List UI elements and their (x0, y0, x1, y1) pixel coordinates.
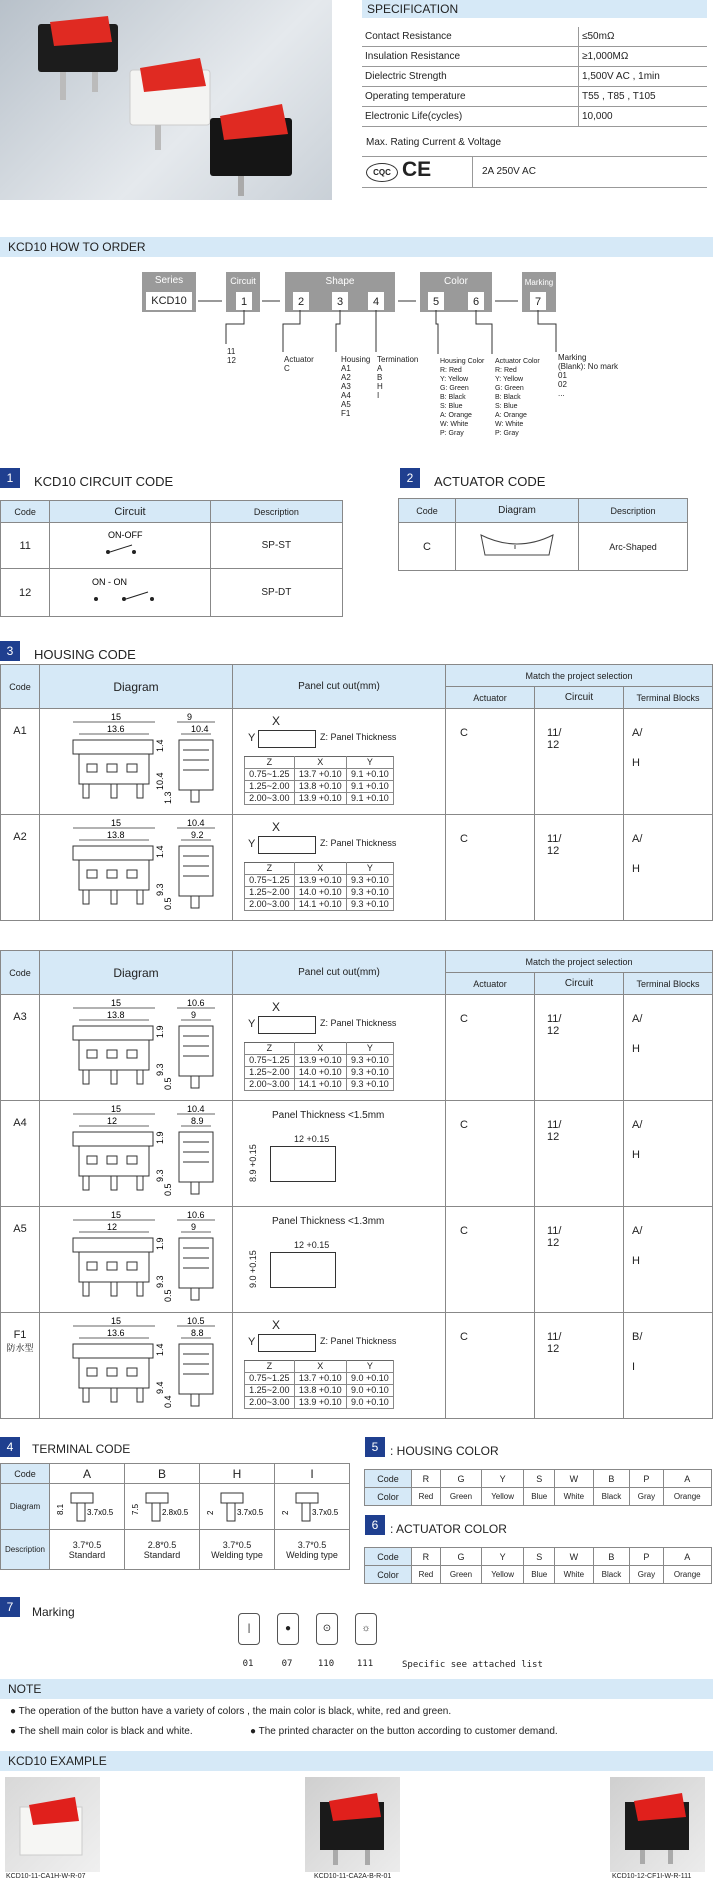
svg-text:13.6: 13.6 (107, 1328, 125, 1338)
color-name: Orange (663, 1488, 712, 1506)
color-name: White (555, 1488, 593, 1506)
color-code: G (440, 1470, 481, 1488)
color-code: R (412, 1470, 441, 1488)
svg-text:9.4: 9.4 (155, 1381, 165, 1394)
actuator-color-codes: Actuator Color R: Red Y: Yellow G: Green B: Black S: Blue A: Orange W: White P: Gray (495, 358, 540, 437)
ce-logo: CE (402, 158, 432, 181)
table-row: 11 ON-OFF SP-ST (1, 523, 343, 569)
color-code: W (555, 1548, 593, 1566)
svg-text:13.8: 13.8 (107, 1010, 125, 1020)
housing-codes: Housing A1 A2 A3 A4 A5 F1 (341, 355, 371, 418)
list-item: 01 (558, 371, 567, 380)
svg-text:8.8: 8.8 (191, 1328, 204, 1338)
spec-row (362, 87, 707, 107)
svg-text:8.1: 8.1 (56, 1503, 65, 1515)
spec-value: 1,500V AC , 1min (579, 67, 708, 87)
color-name: Gray (630, 1488, 663, 1506)
svg-text:3.7x0.5: 3.7x0.5 (237, 1508, 264, 1517)
example-switch-white (5, 1777, 100, 1872)
color-code: W (555, 1470, 593, 1488)
color-name: Yellow (482, 1566, 524, 1584)
marking-code-label: 01 (242, 1659, 254, 1669)
table-row: A5 15 12 1.9 9.3 10.6 9 0.5 Panel Thickness <1.3mm 12 +0.15 9.0 +0.15 C 11/ 12 A/ H (1, 1207, 713, 1313)
color-name: Green (440, 1488, 481, 1506)
svg-text:1.4: 1.4 (155, 739, 165, 752)
product-photo (0, 0, 332, 200)
section-number-4: 4 (0, 1437, 20, 1457)
color-code-label: Code (365, 1548, 412, 1566)
svg-text:0.5: 0.5 (163, 897, 173, 910)
svg-text:0.5: 0.5 (163, 1183, 173, 1196)
table-row: A4 15 12 1.9 9.3 10.4 8.9 0.5 Panel Thickness <1.5mm 12 +0.15 8.9 +0.15 C 11/ 12 A/ H (1, 1101, 713, 1207)
marking-code-label: 111 (356, 1659, 374, 1669)
spec-label: Dielectric Strength (362, 67, 579, 87)
housing-dimension-drawing (51, 1102, 221, 1202)
terminal-shape-drawing (126, 1485, 198, 1525)
note-header: NOTE (0, 1679, 713, 1699)
svg-text:9: 9 (187, 712, 193, 722)
svg-text:12: 12 (107, 1116, 118, 1126)
svg-text:3.7x0.5: 3.7x0.5 (312, 1508, 339, 1517)
rating-value: 2A 250V AC (482, 166, 536, 177)
example-switch-black-2 (610, 1777, 705, 1872)
marking-label: Marking (524, 278, 554, 287)
actuator-color-title: : ACTUATOR COLOR (390, 1522, 507, 1536)
svg-text:3.7x0.5: 3.7x0.5 (87, 1508, 114, 1517)
section-number-5: 5 (365, 1437, 385, 1457)
cqc-logo: CQC (366, 163, 398, 182)
svg-text:10.5: 10.5 (187, 1316, 205, 1326)
list-item: P: Gray (495, 430, 519, 437)
color-code: P (630, 1548, 663, 1566)
svg-text:1.9: 1.9 (155, 1025, 165, 1038)
list-item: R: Red (440, 367, 462, 374)
svg-text:2: 2 (206, 1510, 215, 1515)
svg-text:9.2: 9.2 (191, 830, 204, 840)
list-item: G: Green (440, 385, 469, 392)
shape-label: Shape (325, 276, 355, 287)
terminal-shape-drawing (276, 1485, 348, 1525)
list-item: Y: Yellow (440, 376, 469, 383)
order-code-digit: 1 (240, 296, 248, 308)
color-name: Black (593, 1488, 630, 1506)
svg-text:10.6: 10.6 (187, 998, 205, 1008)
color-code: P (630, 1470, 663, 1488)
list-item: H (377, 382, 383, 391)
housing-code-title: HOUSING CODE (34, 647, 136, 662)
list-item: B: Black (495, 394, 521, 401)
list-item: A: Orange (440, 412, 472, 419)
housing-dimension-drawing (51, 710, 221, 810)
table-row: 12 ON - ON SP-DT (1, 569, 343, 617)
termination-codes: Termination A B H I (377, 355, 419, 400)
list-item: W: White (440, 421, 469, 428)
spec-value: 10,000 (579, 107, 708, 127)
order-code-digit: 5 (432, 296, 440, 308)
example-header: KCD10 EXAMPLE (0, 1751, 713, 1771)
example-label-1: KCD10-11-CA1H-W-R-07 (6, 1873, 86, 1880)
color-name: Gray (630, 1566, 663, 1584)
list-item: W: White (495, 421, 524, 428)
list-item: I (377, 391, 380, 400)
svg-text:0.5: 0.5 (163, 1077, 173, 1090)
svg-text:0.5: 0.5 (163, 1289, 173, 1302)
terminal-shape-drawing (51, 1485, 123, 1525)
section-number-1: 1 (0, 468, 20, 488)
list-item: Y: Yellow (495, 376, 524, 383)
svg-text:10.4: 10.4 (155, 772, 165, 790)
example-label-2: KCD10-11-CA2A-B-R-01 (314, 1873, 392, 1880)
circuit-label: Circuit (230, 276, 256, 286)
table-row: A3 15 13.8 1.9 9.3 10.6 9 0.5 X Y Z: Panel Thickness Z X Y 0.75~1.25 13.9 +0.10 9.3 +0.10 1.25~2.00 14.0 +0.10 9.3 +0.10 2.00~3.00 14.1 +0.10 9.3 +0.10 C 11/ 12 A/ H (1, 995, 713, 1101)
housing-dimension-drawing (51, 816, 221, 916)
svg-text:9.3: 9.3 (155, 1169, 165, 1182)
example-switch-black-1 (305, 1777, 400, 1872)
terminal-diagram-row: Diagram 8.1 3.7x0.5 7.5 2.8x0.5 2 3.7x0.5 2 3.7x0.5 (1, 1484, 350, 1530)
color-name: Blue (524, 1566, 555, 1584)
marking-code-label: 110 (317, 1659, 335, 1669)
order-code-digit: 3 (336, 296, 344, 308)
svg-text:9: 9 (191, 1222, 197, 1232)
color-code: G (440, 1548, 481, 1566)
svg-text:2: 2 (281, 1510, 290, 1515)
table-row: A1 15 13.6 1.4 10.4 9 10.4 1.3 X Y Z: Panel Thickness Z X Y 0.75~1.25 13.7 +0.10 9.1 +0.10 1.25~2.00 13.8 +0.10 9.1 +0.10 2.00~3.00 13.9 +0.10 9.1 +0.10 C 11/ 12 A/ H (1, 709, 713, 815)
marking-symbol-icon: | (238, 1613, 260, 1645)
svg-text:10.6: 10.6 (187, 1210, 205, 1220)
list-item: C (284, 364, 290, 373)
marking-title: Marking (32, 1605, 75, 1619)
color-code: B (593, 1470, 630, 1488)
svg-text:9.3: 9.3 (155, 1275, 165, 1288)
housing-table: Code Diagram Panel cut out(mm) Match the project selection Actuator Circuit Terminal Blocks A3 15 13.8 1.9 9.3 10.6 9 0.5 X Y Z: Panel Thickness Z X Y 0.75~1.25 13.9 +0.10 9.3 +0.10 1.25~2.00 14.0 +0.10 9.3 +0.10 2.00~3.00 14.1 +0.10 9.3 +0.10 C 11/ 12 A/ H A4 15 12 1.9 9.3 10.4 8.9 0.5 Panel Thickness <1.5mm 12 +0.15 8.9 +0.15 C 11/ 12 A/ H A5 15 12 1.9 9.3 10.6 9 0.5 Panel Thickness <1.3mm 12 +0.15 9.0 +0.15 C 11/ 12 A/ H F1 防水型 15 13.6 1.4 9.4 10.5 8.8 0.4 X Y Z: Panel Thickness Z X Y 0.75~1.25 13.7 +0.10 9.0 +0.10 1.25~2.00 13.8 +0.10 9.0 +0.10 2.00~3.00 13.9 +0.10 9.0 +0.10 C 11/ 12 B/ I (0, 950, 713, 1419)
svg-text:1.3: 1.3 (163, 791, 173, 804)
svg-text:13.6: 13.6 (107, 724, 125, 734)
list-item: A: Orange (495, 412, 527, 419)
color-code: Y (482, 1470, 524, 1488)
color-code: Y (482, 1548, 524, 1566)
spec-table (362, 27, 707, 127)
color-name: Green (440, 1566, 481, 1584)
svg-text:15: 15 (111, 1316, 122, 1326)
color-code: B (593, 1548, 630, 1566)
order-code-digit: 2 (297, 296, 305, 308)
series-label: Series (154, 275, 184, 286)
spec-label: Operating temperature (362, 87, 579, 107)
list-item: S: Blue (495, 403, 518, 410)
list-item: P: Gray (440, 430, 464, 437)
order-code-digit: 7 (534, 296, 542, 308)
svg-text:0.4: 0.4 (163, 1395, 173, 1408)
svg-text:10.4: 10.4 (187, 818, 205, 828)
note-line-2: ● The shell main color is black and white. (10, 1726, 193, 1737)
housing-color-codes: Housing Color R: Red Y: Yellow G: Green B: Black S: Blue A: Orange W: White P: Gray (440, 358, 485, 437)
spec-row (362, 67, 707, 87)
terminal-shape-drawing (201, 1485, 273, 1525)
color-name: Black (593, 1566, 630, 1584)
housing-dimension-drawing (51, 1314, 221, 1414)
marking-note: Specific see attached list (402, 1660, 543, 1670)
spec-value: T55 , T85 , T105 (579, 87, 708, 107)
spec-header: SPECIFICATION (362, 0, 707, 18)
actuator-code-title: ACTUATOR CODE (434, 474, 546, 489)
list-item: S: Blue (440, 403, 463, 410)
terminal-code-title: TERMINAL CODE (32, 1442, 131, 1456)
list-item: A4 (341, 391, 351, 400)
color-name-label: Color (365, 1566, 412, 1584)
table-row: C Arc-Shaped (399, 523, 688, 571)
section-number-6: 6 (365, 1515, 385, 1535)
circuit-codes (227, 347, 236, 365)
terminal-code-row: Code A B H I (1, 1464, 350, 1484)
color-code: A (663, 1548, 712, 1566)
color-name: White (555, 1566, 593, 1584)
marking-symbol-icon: ● (277, 1613, 299, 1645)
svg-text:1.9: 1.9 (155, 1237, 165, 1250)
series-value: KCD10 (151, 295, 187, 307)
list-item: B (377, 373, 383, 382)
color-name: Red (412, 1488, 441, 1506)
color-name: Blue (524, 1488, 555, 1506)
spec-row (362, 47, 707, 67)
color-name: Yellow (482, 1488, 524, 1506)
order-code-digit: 6 (472, 296, 480, 308)
terminal-table (0, 1463, 350, 1570)
svg-text:ON - ON: ON - ON (92, 577, 128, 587)
actuator-color-table (364, 1547, 712, 1584)
actuator-table: Code Diagram Description C Arc-Shaped (398, 498, 688, 571)
list-item: 12 (227, 356, 236, 365)
section-number-7: 7 (0, 1597, 20, 1617)
svg-text:2.8x0.5: 2.8x0.5 (162, 1508, 189, 1517)
list-item: (Blank): No mark (558, 362, 619, 371)
section-number-3: 3 (0, 641, 20, 661)
list-item: 02 (558, 380, 567, 389)
cert-row (362, 156, 707, 188)
color-name-label: Color (365, 1488, 412, 1506)
svg-text:15: 15 (111, 818, 122, 828)
circuit-code-title: KCD10 CIRCUIT CODE (34, 474, 174, 489)
spec-row (362, 27, 707, 47)
svg-text:1.4: 1.4 (155, 845, 165, 858)
color-code: S (524, 1470, 555, 1488)
marking-codes: Marking (Blank): No mark 01 02 ... (558, 353, 619, 398)
svg-text:10.4: 10.4 (191, 724, 209, 734)
svg-text:13.8: 13.8 (107, 830, 125, 840)
housing-color-table (364, 1469, 712, 1506)
circuit-col-desc: Description (210, 501, 342, 523)
marking-symbol-icon: ☼ (355, 1613, 377, 1645)
svg-text:15: 15 (111, 712, 122, 722)
list-item: 11 (227, 347, 236, 356)
order-code-digit: 4 (372, 296, 380, 308)
svg-text:1.9: 1.9 (155, 1131, 165, 1144)
list-item: A3 (341, 382, 351, 391)
list-item: A2 (341, 373, 351, 382)
marking-code-label: 07 (281, 1659, 293, 1669)
spec-row (362, 107, 707, 127)
color-code: S (524, 1548, 555, 1566)
svg-text:12: 12 (107, 1222, 118, 1232)
arc-actuator-icon (467, 527, 567, 563)
example-label-3: KCD10-12-CF1I-W-R-111 (612, 1873, 692, 1880)
circuit-col-code: Code (1, 501, 50, 523)
svg-text:1.4: 1.4 (155, 1343, 165, 1356)
table-row: F1 防水型 15 13.6 1.4 9.4 10.5 8.8 0.4 X Y Z: Panel Thickness Z X Y 0.75~1.25 13.7 +0.10 9.0 +0.10 1.25~2.00 13.8 +0.10 9.0 +0.10 2.00~3.00 13.9 +0.10 9.0 +0.10 C 11/ 12 B/ I (1, 1313, 713, 1419)
how-to-order-header: KCD10 HOW TO ORDER (0, 237, 713, 257)
housing-table: Code Diagram Panel cut out(mm) Match the project selection Actuator Circuit Terminal Blocks A1 15 13.6 1.4 10.4 9 10.4 1.3 X Y Z: Panel Thickness Z X Y 0.75~1.25 13.7 +0.10 9.1 +0.10 1.25~2.00 13.8 +0.10 9.1 +0.10 2.00~3.00 13.9 +0.10 9.1 +0.10 C 11/ 12 A/ H A2 15 13.8 1.4 9.3 10.4 9.2 0.5 X Y Z: Panel Thickness Z X Y 0.75~1.25 13.9 +0.10 9.3 +0.10 1.25~2.00 14.0 +0.10 9.3 +0.10 2.00~3.00 14.1 +0.10 9.3 +0.10 C 11/ 12 A/ H (0, 664, 713, 921)
note-line-1: ● The operation of the button have a variety of colors , the main color is black, white, red and green. (10, 1706, 452, 1717)
list-item: A5 (341, 400, 351, 409)
color-code: R (412, 1548, 441, 1566)
housing-dimension-drawing (51, 1208, 221, 1308)
svg-text:10.4: 10.4 (187, 1104, 205, 1114)
spec-label: Contact Resistance (362, 27, 579, 47)
svg-text:9: 9 (191, 1010, 197, 1020)
list-item: A (377, 364, 383, 373)
svg-text:ON-OFF: ON-OFF (108, 530, 143, 540)
svg-text:15: 15 (111, 1210, 122, 1220)
switch-photo-illustration (0, 0, 332, 200)
table-row: A2 15 13.8 1.4 9.3 10.4 9.2 0.5 X Y Z: Panel Thickness Z X Y 0.75~1.25 13.9 +0.10 9.3 +0.10 1.25~2.00 14.0 +0.10 9.3 +0.10 2.00~3.00 14.1 +0.10 9.3 +0.10 C 11/ 12 A/ H (1, 815, 713, 921)
section-number-2: 2 (400, 468, 420, 488)
spec-value: ≥1,000MΩ (579, 47, 708, 67)
list-item: A1 (341, 364, 351, 373)
svg-text:15: 15 (111, 998, 122, 1008)
circuit-table (0, 500, 343, 617)
svg-text:15: 15 (111, 1104, 122, 1114)
svg-text:8.9: 8.9 (191, 1116, 204, 1126)
spec-label: Electronic Life(cycles) (362, 107, 579, 127)
color-label: Color (444, 276, 468, 287)
color-name: Red (412, 1566, 441, 1584)
color-name: Orange (663, 1566, 712, 1584)
spec-value: ≤50mΩ (579, 27, 708, 47)
actuator-codes: Actuator C (284, 355, 314, 373)
note-line-3: ● The printed character on the button according to customer demand. (250, 1726, 558, 1737)
list-item: R: Red (495, 367, 517, 374)
list-item: B: Black (440, 394, 466, 401)
spec-max-rating: Max. Rating Current & Voltage (366, 137, 502, 148)
circuit-col-circuit: Circuit (50, 501, 210, 523)
housing-color-title: : HOUSING COLOR (390, 1444, 499, 1458)
list-item: ... (558, 389, 565, 398)
spec-label: Insulation Resistance (362, 47, 579, 67)
svg-text:7.5: 7.5 (131, 1503, 140, 1515)
color-code: A (663, 1470, 712, 1488)
terminal-desc-row: Description 3.7*0.5 Standard 2.8*0.5 Standard 3.7*0.5 Welding type 3.7*0.5 Welding type (1, 1530, 350, 1570)
color-code-label: Code (365, 1470, 412, 1488)
list-item: F1 (341, 409, 351, 418)
svg-text:9.3: 9.3 (155, 883, 165, 896)
list-item: G: Green (495, 385, 524, 392)
svg-text:9.3: 9.3 (155, 1063, 165, 1076)
housing-dimension-drawing (51, 996, 221, 1096)
marking-symbol-icon: ⊙ (316, 1613, 338, 1645)
